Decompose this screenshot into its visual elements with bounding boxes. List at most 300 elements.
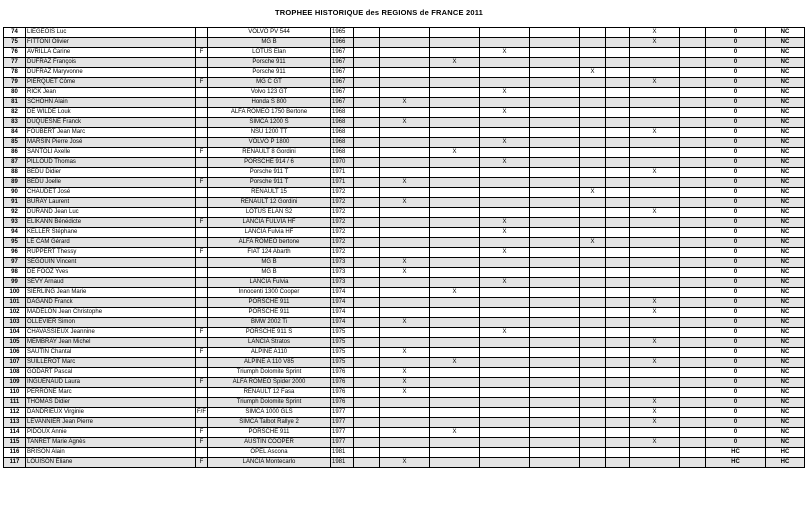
round-mark — [680, 238, 706, 248]
round-mark — [430, 228, 480, 238]
round-mark — [606, 248, 630, 258]
car-year: 1977 — [331, 408, 354, 418]
round-mark — [630, 278, 680, 288]
round-mark — [680, 358, 706, 368]
round-mark: X — [430, 358, 480, 368]
table-row — [4, 448, 805, 458]
round-mark — [630, 368, 680, 378]
classification: NC — [766, 178, 805, 188]
round-mark — [530, 58, 580, 68]
round-mark — [680, 208, 706, 218]
round-mark — [630, 68, 680, 78]
round-mark — [480, 128, 530, 138]
round-mark — [380, 278, 430, 288]
driver-name: FOUBERT Jean Marc — [26, 128, 196, 138]
round-mark: X — [630, 438, 680, 448]
round-mark — [480, 378, 530, 388]
round-mark — [680, 128, 706, 138]
round-mark — [480, 388, 530, 398]
round-mark — [354, 418, 380, 428]
driver-name: DUFRAZ François — [26, 58, 196, 68]
row-number: 105 — [4, 338, 26, 348]
driver-name: BRISON Alain — [26, 448, 196, 458]
points-total: 0 — [706, 388, 766, 398]
round-mark — [530, 328, 580, 338]
round-mark — [480, 438, 530, 448]
round-mark — [606, 268, 630, 278]
row-number: 77 — [4, 58, 26, 68]
round-mark — [580, 118, 606, 128]
table-row — [4, 158, 805, 168]
car-model: PORSCHE 911 S — [208, 328, 331, 338]
car-model: LANCIA Stratos — [208, 338, 331, 348]
female-flag — [196, 198, 208, 208]
points-total: 0 — [706, 318, 766, 328]
female-flag: F — [196, 248, 208, 258]
round-mark — [530, 198, 580, 208]
round-mark: X — [480, 248, 530, 258]
row-number: 104 — [4, 328, 26, 338]
round-mark — [680, 138, 706, 148]
classification: NC — [766, 318, 805, 328]
table-row — [4, 68, 805, 78]
round-mark — [606, 388, 630, 398]
round-mark — [380, 308, 430, 318]
round-mark: X — [380, 378, 430, 388]
round-mark — [354, 268, 380, 278]
round-mark — [480, 428, 530, 438]
round-mark — [354, 378, 380, 388]
round-mark — [480, 168, 530, 178]
round-mark — [606, 228, 630, 238]
round-mark — [430, 128, 480, 138]
car-model: SIMCA 1200 S — [208, 118, 331, 128]
round-mark — [530, 318, 580, 328]
round-mark — [606, 438, 630, 448]
round-mark — [606, 258, 630, 268]
car-model: OPEL Ascona — [208, 448, 331, 458]
female-flag — [196, 238, 208, 248]
round-mark — [530, 68, 580, 78]
female-flag — [196, 358, 208, 368]
table-row — [4, 348, 805, 358]
round-mark — [680, 268, 706, 278]
round-mark — [380, 108, 430, 118]
table-row — [4, 408, 805, 418]
round-mark — [680, 188, 706, 198]
points-total: 0 — [706, 228, 766, 238]
table-row — [4, 428, 805, 438]
round-mark — [380, 38, 430, 48]
round-mark — [354, 398, 380, 408]
round-mark — [480, 308, 530, 318]
points-total: 0 — [706, 208, 766, 218]
round-mark — [480, 258, 530, 268]
round-mark — [630, 108, 680, 118]
round-mark — [380, 158, 430, 168]
row-number: 78 — [4, 68, 26, 78]
round-mark — [354, 118, 380, 128]
car-model: Volvo 123 GT — [208, 88, 331, 98]
classification: NC — [766, 48, 805, 58]
round-mark — [354, 78, 380, 88]
round-mark — [354, 38, 380, 48]
points-total: 0 — [706, 68, 766, 78]
round-mark — [680, 98, 706, 108]
round-mark — [480, 398, 530, 408]
round-mark — [680, 248, 706, 258]
round-mark — [430, 108, 480, 118]
round-mark — [606, 358, 630, 368]
car-model: RENAULT 15 — [208, 188, 331, 198]
car-model: Porsche 911 T — [208, 178, 331, 188]
car-year: 1976 — [331, 398, 354, 408]
round-mark — [630, 318, 680, 328]
round-mark — [380, 448, 430, 458]
round-mark — [380, 208, 430, 218]
car-model: LANCIA FULVIA HF — [208, 218, 331, 228]
points-total: 0 — [706, 298, 766, 308]
car-year: 1968 — [331, 118, 354, 128]
row-number: 100 — [4, 288, 26, 298]
table-row — [4, 138, 805, 148]
round-mark — [630, 288, 680, 298]
female-flag — [196, 368, 208, 378]
round-mark — [354, 108, 380, 118]
round-mark — [606, 28, 630, 38]
round-mark — [680, 398, 706, 408]
round-mark — [354, 208, 380, 218]
round-mark — [630, 58, 680, 68]
round-mark — [530, 388, 580, 398]
round-mark — [354, 388, 380, 398]
female-flag — [196, 188, 208, 198]
round-mark — [430, 248, 480, 258]
points-total: 0 — [706, 308, 766, 318]
table-row — [4, 328, 805, 338]
female-flag — [196, 318, 208, 328]
row-number: 90 — [4, 188, 26, 198]
round-mark — [530, 138, 580, 148]
round-mark — [530, 178, 580, 188]
car-model: ALFA ROMEO bertone — [208, 238, 331, 248]
classification: NC — [766, 168, 805, 178]
round-mark — [380, 358, 430, 368]
car-model: LANCIA Fulvia — [208, 278, 331, 288]
round-mark: X — [630, 208, 680, 218]
round-mark: X — [480, 48, 530, 58]
round-mark — [606, 88, 630, 98]
round-mark — [354, 428, 380, 438]
round-mark — [606, 298, 630, 308]
table-row — [4, 248, 805, 258]
row-number: 109 — [4, 378, 26, 388]
points-total: 0 — [706, 158, 766, 168]
points-total: 0 — [706, 338, 766, 348]
round-mark — [606, 58, 630, 68]
round-mark — [430, 158, 480, 168]
round-mark — [354, 258, 380, 268]
female-flag — [196, 338, 208, 348]
round-mark: X — [630, 298, 680, 308]
round-mark — [606, 218, 630, 228]
car-year: 1976 — [331, 378, 354, 388]
round-mark — [380, 48, 430, 58]
round-mark — [430, 68, 480, 78]
round-mark — [430, 268, 480, 278]
points-total: 0 — [706, 198, 766, 208]
car-model: Honda S 800 — [208, 98, 331, 108]
round-mark — [630, 428, 680, 438]
round-mark — [580, 318, 606, 328]
round-mark — [606, 98, 630, 108]
round-mark: X — [630, 408, 680, 418]
table-row — [4, 108, 805, 118]
round-mark — [606, 238, 630, 248]
round-mark — [354, 98, 380, 108]
driver-name: THOMAS Didier — [26, 398, 196, 408]
round-mark — [354, 228, 380, 238]
female-flag — [196, 268, 208, 278]
round-mark — [380, 408, 430, 418]
round-mark — [580, 88, 606, 98]
round-mark — [430, 168, 480, 178]
round-mark — [354, 178, 380, 188]
round-mark — [606, 168, 630, 178]
table-row — [4, 288, 805, 298]
round-mark — [380, 28, 430, 38]
round-mark — [430, 218, 480, 228]
round-mark — [354, 348, 380, 358]
round-mark — [580, 298, 606, 308]
round-mark — [380, 168, 430, 178]
round-mark — [630, 448, 680, 458]
round-mark — [430, 328, 480, 338]
round-mark — [480, 298, 530, 308]
round-mark — [580, 278, 606, 288]
round-mark — [530, 278, 580, 288]
driver-name: CHAVASSIEUX Jeannine — [26, 328, 196, 338]
classification: NC — [766, 268, 805, 278]
driver-name: LIEGEOIS Luc — [26, 28, 196, 38]
table-row — [4, 148, 805, 158]
car-year: 1975 — [331, 358, 354, 368]
classification: NC — [766, 188, 805, 198]
round-mark — [530, 148, 580, 158]
round-mark — [580, 28, 606, 38]
round-mark — [580, 38, 606, 48]
classification: NC — [766, 138, 805, 148]
female-flag — [196, 88, 208, 98]
round-mark — [630, 48, 680, 58]
row-number: 89 — [4, 178, 26, 188]
car-year: 1972 — [331, 228, 354, 238]
car-year: 1967 — [331, 58, 354, 68]
round-mark: X — [380, 318, 430, 328]
points-total: 0 — [706, 398, 766, 408]
round-mark — [630, 138, 680, 148]
round-mark — [530, 308, 580, 318]
round-mark — [606, 188, 630, 198]
driver-name: SUILLEROT Marc — [26, 358, 196, 368]
car-model: ALPINE A110 — [208, 348, 331, 358]
round-mark — [606, 68, 630, 78]
driver-name: GODART Pascal — [26, 368, 196, 378]
points-total: 0 — [706, 218, 766, 228]
round-mark — [606, 108, 630, 118]
round-mark — [680, 88, 706, 98]
round-mark — [530, 438, 580, 448]
car-year: 1981 — [331, 458, 354, 468]
round-mark — [530, 398, 580, 408]
round-mark — [580, 368, 606, 378]
round-mark: X — [430, 288, 480, 298]
driver-name: CHAUDET José — [26, 188, 196, 198]
round-mark — [530, 228, 580, 238]
round-mark — [530, 128, 580, 138]
round-mark — [580, 348, 606, 358]
table-row — [4, 168, 805, 178]
round-mark — [580, 438, 606, 448]
points-total: 0 — [706, 38, 766, 48]
driver-name: FITTONI Olivier — [26, 38, 196, 48]
table-row — [4, 238, 805, 248]
row-number: 99 — [4, 278, 26, 288]
car-year: 1968 — [331, 108, 354, 118]
table-row — [4, 458, 805, 468]
round-mark — [380, 148, 430, 158]
table-row — [4, 88, 805, 98]
car-model: LOTUS ELAN S2 — [208, 208, 331, 218]
table-row — [4, 128, 805, 138]
round-mark — [530, 458, 580, 468]
row-number: 101 — [4, 298, 26, 308]
table-row — [4, 48, 805, 58]
female-flag: F — [196, 78, 208, 88]
round-mark — [530, 428, 580, 438]
round-mark — [580, 388, 606, 398]
driver-name: DUFRAZ Maryvonne — [26, 68, 196, 78]
classification: NC — [766, 238, 805, 248]
round-mark — [580, 248, 606, 258]
round-mark — [430, 438, 480, 448]
row-number: 112 — [4, 408, 26, 418]
points-total: 0 — [706, 48, 766, 58]
points-total: 0 — [706, 368, 766, 378]
female-flag — [196, 288, 208, 298]
round-mark — [680, 408, 706, 418]
female-flag — [196, 448, 208, 458]
row-number: 88 — [4, 168, 26, 178]
round-mark — [680, 148, 706, 158]
points-total: 0 — [706, 188, 766, 198]
round-mark — [680, 108, 706, 118]
round-mark — [580, 218, 606, 228]
round-mark — [430, 88, 480, 98]
round-mark — [430, 208, 480, 218]
points-total: 0 — [706, 438, 766, 448]
table-row — [4, 208, 805, 218]
female-flag — [196, 398, 208, 408]
round-mark — [606, 448, 630, 458]
round-mark — [580, 98, 606, 108]
car-year: 1975 — [331, 328, 354, 338]
car-year: 1968 — [331, 138, 354, 148]
round-mark — [430, 78, 480, 88]
round-mark — [630, 188, 680, 198]
round-mark: X — [480, 158, 530, 168]
female-flag — [196, 98, 208, 108]
driver-name: INGUENAUD Laura — [26, 378, 196, 388]
round-mark: X — [380, 368, 430, 378]
row-number: 116 — [4, 448, 26, 458]
round-mark — [630, 348, 680, 358]
round-mark: X — [580, 68, 606, 78]
points-total: 0 — [706, 78, 766, 88]
round-mark — [580, 428, 606, 438]
car-model: PORSCHE 914 / 6 — [208, 158, 331, 168]
round-mark — [580, 168, 606, 178]
round-mark — [430, 118, 480, 128]
driver-name: RICK Jean — [26, 88, 196, 98]
round-mark — [580, 158, 606, 168]
round-mark — [630, 158, 680, 168]
round-mark — [354, 128, 380, 138]
round-mark — [430, 418, 480, 428]
round-mark — [630, 238, 680, 248]
points-total: HC — [706, 448, 766, 458]
driver-name: PILLOUD Thomas — [26, 158, 196, 168]
round-mark — [354, 408, 380, 418]
car-model: Porsche 911 — [208, 58, 331, 68]
round-mark — [480, 418, 530, 428]
round-mark — [430, 278, 480, 288]
row-number: 85 — [4, 138, 26, 148]
round-mark — [354, 188, 380, 198]
car-model: BMW 2002 Ti — [208, 318, 331, 328]
round-mark — [680, 348, 706, 358]
points-total: 0 — [706, 248, 766, 258]
round-mark — [680, 308, 706, 318]
round-mark — [680, 78, 706, 88]
car-year: 1981 — [331, 448, 354, 458]
row-number: 93 — [4, 218, 26, 228]
points-total: 0 — [706, 168, 766, 178]
round-mark — [680, 198, 706, 208]
round-mark — [530, 218, 580, 228]
row-number: 86 — [4, 148, 26, 158]
points-total: 0 — [706, 348, 766, 358]
round-mark — [380, 218, 430, 228]
round-mark — [606, 208, 630, 218]
round-mark — [480, 78, 530, 88]
round-mark — [580, 128, 606, 138]
car-model: MG B — [208, 258, 331, 268]
round-mark — [530, 368, 580, 378]
round-mark: X — [380, 388, 430, 398]
round-mark — [680, 418, 706, 428]
car-model: FIAT 124 Abarth — [208, 248, 331, 258]
round-mark — [680, 388, 706, 398]
table-row — [4, 318, 805, 328]
round-mark — [480, 188, 530, 198]
round-mark — [530, 418, 580, 428]
female-flag — [196, 168, 208, 178]
round-mark — [680, 48, 706, 58]
round-mark — [380, 68, 430, 78]
car-year: 1967 — [331, 48, 354, 58]
round-mark — [354, 148, 380, 158]
